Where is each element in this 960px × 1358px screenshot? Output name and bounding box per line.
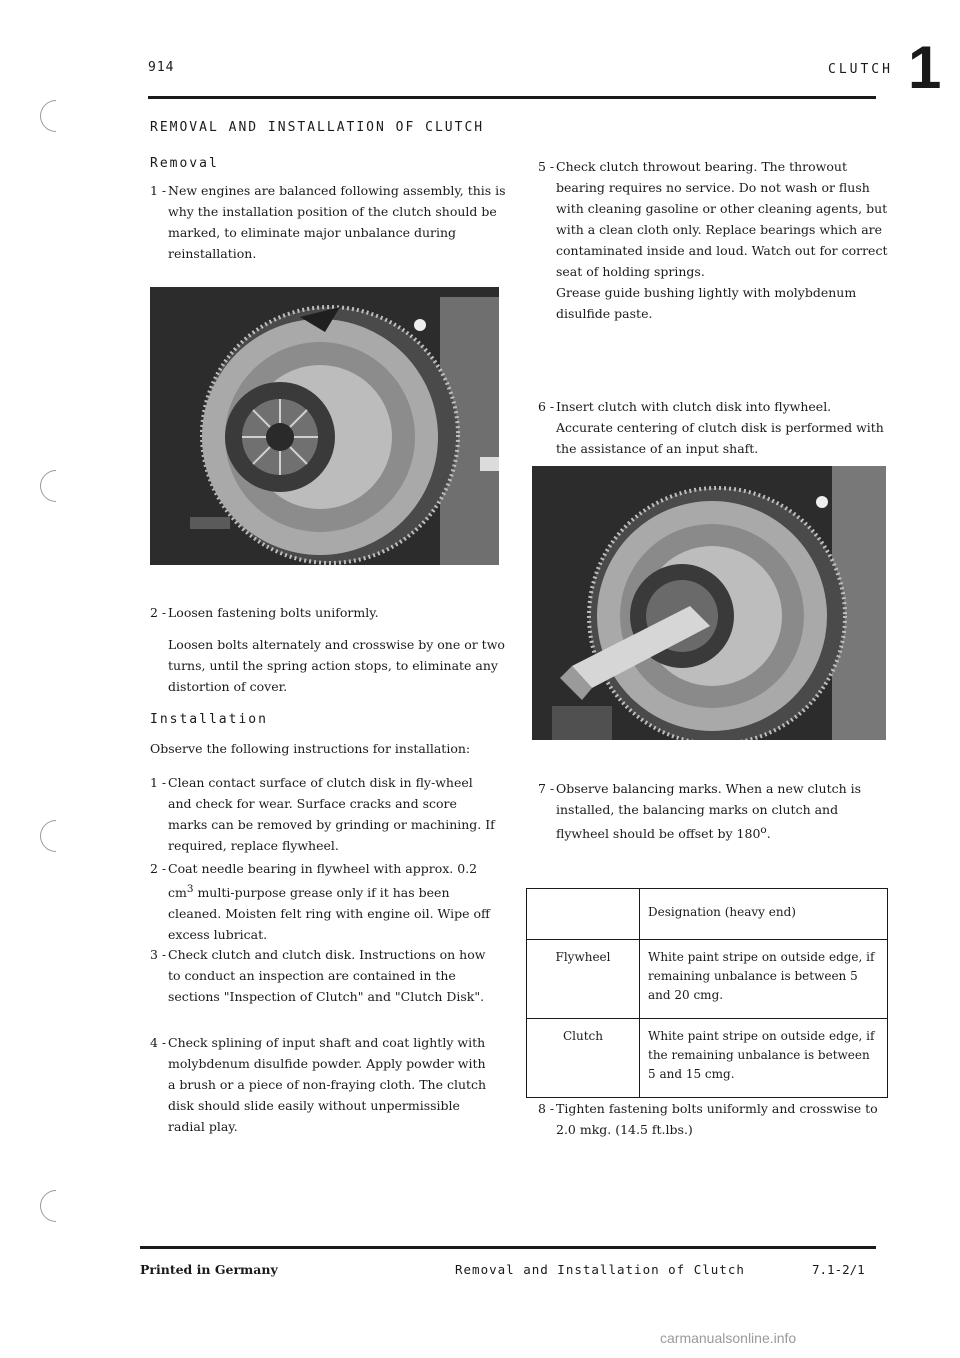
clutch-photo-2 (532, 466, 886, 740)
punch-hole-mark (33, 813, 78, 858)
table-cell-designation: White paint stripe on outside edge, if the remaining unbalance is between 5 and 15 cmg. (640, 1019, 888, 1098)
footer-page-number: 7.1-2/1 (812, 1262, 865, 1277)
step-number: 1 - (150, 775, 167, 790)
step-text-part: multi-purpose grease only if it has been cleaned. Moisten felt ring with engine oil. Wipe off excess lubricat. (168, 885, 490, 943)
step-number: 8 - (538, 1101, 555, 1116)
installation-heading: Installation (150, 712, 268, 727)
step-number: 4 - (150, 1035, 167, 1050)
footer-title: Removal and Installation of Clutch (455, 1262, 745, 1277)
header-rule (148, 96, 876, 99)
removal-heading: Removal (150, 156, 219, 171)
step-text: Loosen fastening bolts uniformly. (168, 605, 379, 620)
removal-step-2-detail: Loosen bolts alternately and crosswise by one or two turns, until the spring action stops, to eliminate any distortion of cover. (168, 637, 505, 694)
removal-step-1 (150, 180, 515, 264)
step-text-part: Observe balancing marks. When a new clutch is installed, the balancing marks on clutch and flywheel should be offset by 180 (556, 781, 862, 842)
step-number: 6 - (538, 399, 555, 414)
step-text-part: Coat needle bearing in flywheel with approx. 0.2 cm (168, 861, 478, 901)
model-number: 914 (148, 60, 175, 75)
installation-step-6 (538, 396, 888, 459)
step-text (556, 778, 883, 844)
table-cell-designation: White paint stripe on outside edge, if remaining unbalance is between 5 and 20 cmg. (640, 940, 888, 1019)
footer-rule (140, 1246, 876, 1249)
punch-hole-mark (33, 463, 78, 508)
removal-step-2 (150, 602, 510, 623)
clutch-illustration (150, 287, 499, 565)
installation-step-7 (538, 778, 883, 844)
step-number: 2 - (150, 605, 167, 620)
step-text: Check clutch and clutch disk. Instructions on how to conduct an inspection are contained in the sections "Inspection of Clutch" and "Clutch Disk". (168, 947, 486, 1004)
step-number: 7 - (538, 781, 555, 796)
punch-hole-mark (33, 93, 78, 138)
section-number: 1 (908, 34, 942, 101)
table-header-row (527, 889, 888, 940)
superscript: o (760, 824, 767, 836)
step-number: 5 - (538, 159, 555, 174)
table-cell-part: Flywheel (527, 940, 640, 1019)
step-text: Tighten fastening bolts uniformly and crosswise to 2.0 mkg. (14.5 ft.lbs.) (556, 1101, 878, 1137)
step-text: Clean contact surface of clutch disk in fly-wheel and check for wear. Surface cracks and score marks can be removed by grinding or machining. If required, replace flywheel. (168, 775, 495, 853)
table-row (527, 940, 888, 1019)
punch-hole-mark (33, 1183, 78, 1228)
balancing-table (526, 888, 888, 1098)
step-text (168, 858, 495, 945)
section-title: CLUTCH (828, 62, 893, 77)
step-text-extra: Grease guide bushing lightly with molybdenum disulfide paste. (556, 285, 857, 321)
watermark: carmanualsonline.info (660, 1330, 797, 1346)
installation-step-4 (150, 1032, 495, 1137)
step-number: 3 - (150, 947, 167, 962)
step-text: Check clutch throwout bearing. The throwout bearing requires no service. Do not wash or flush with cleaning gasoline or other cleaning agents, but with a clean cloth only. Replace bearings which are contaminated inside and loud. Watch out for correct seat of holding springs. (556, 159, 888, 279)
clutch-photo-1 (150, 287, 499, 565)
installation-step-3 (150, 944, 495, 1007)
table-cell-part: Clutch (527, 1019, 640, 1098)
step-number: 2 - (150, 861, 167, 876)
installation-step-5 (538, 156, 888, 324)
installation-intro: Observe the following instructions for installation: (150, 741, 471, 756)
installation-step-1 (150, 772, 495, 856)
table-header-cell (527, 889, 640, 940)
installation-step-2 (150, 858, 495, 945)
clutch-shaft-illustration (532, 466, 886, 740)
footer-printed: Printed in Germany (140, 1262, 278, 1277)
superscript: 3 (186, 883, 194, 895)
step-text: Insert clutch with clutch disk into flywheel. Accurate centering of clutch disk is performed with the assistance of an input shaft. (556, 399, 884, 456)
table-header-cell: Designation (heavy end) (640, 889, 888, 940)
step-text-part: . (766, 826, 771, 842)
installation-step-8 (538, 1098, 883, 1140)
page-title: REMOVAL AND INSTALLATION OF CLUTCH (150, 120, 485, 135)
step-number: 1 - (150, 183, 167, 198)
step-text: New engines are balanced following assembly, this is why the installation position of the clutch should be marked, to eliminate major unbalance during reinstallation. (168, 183, 506, 261)
step-text: Check splining of input shaft and coat lightly with molybdenum disulfide powder. Apply powder with a brush or a piece of non-fraying cloth. The clutch disk should slide easily without unpermissible radial play. (168, 1035, 487, 1134)
table-row (527, 1019, 888, 1098)
